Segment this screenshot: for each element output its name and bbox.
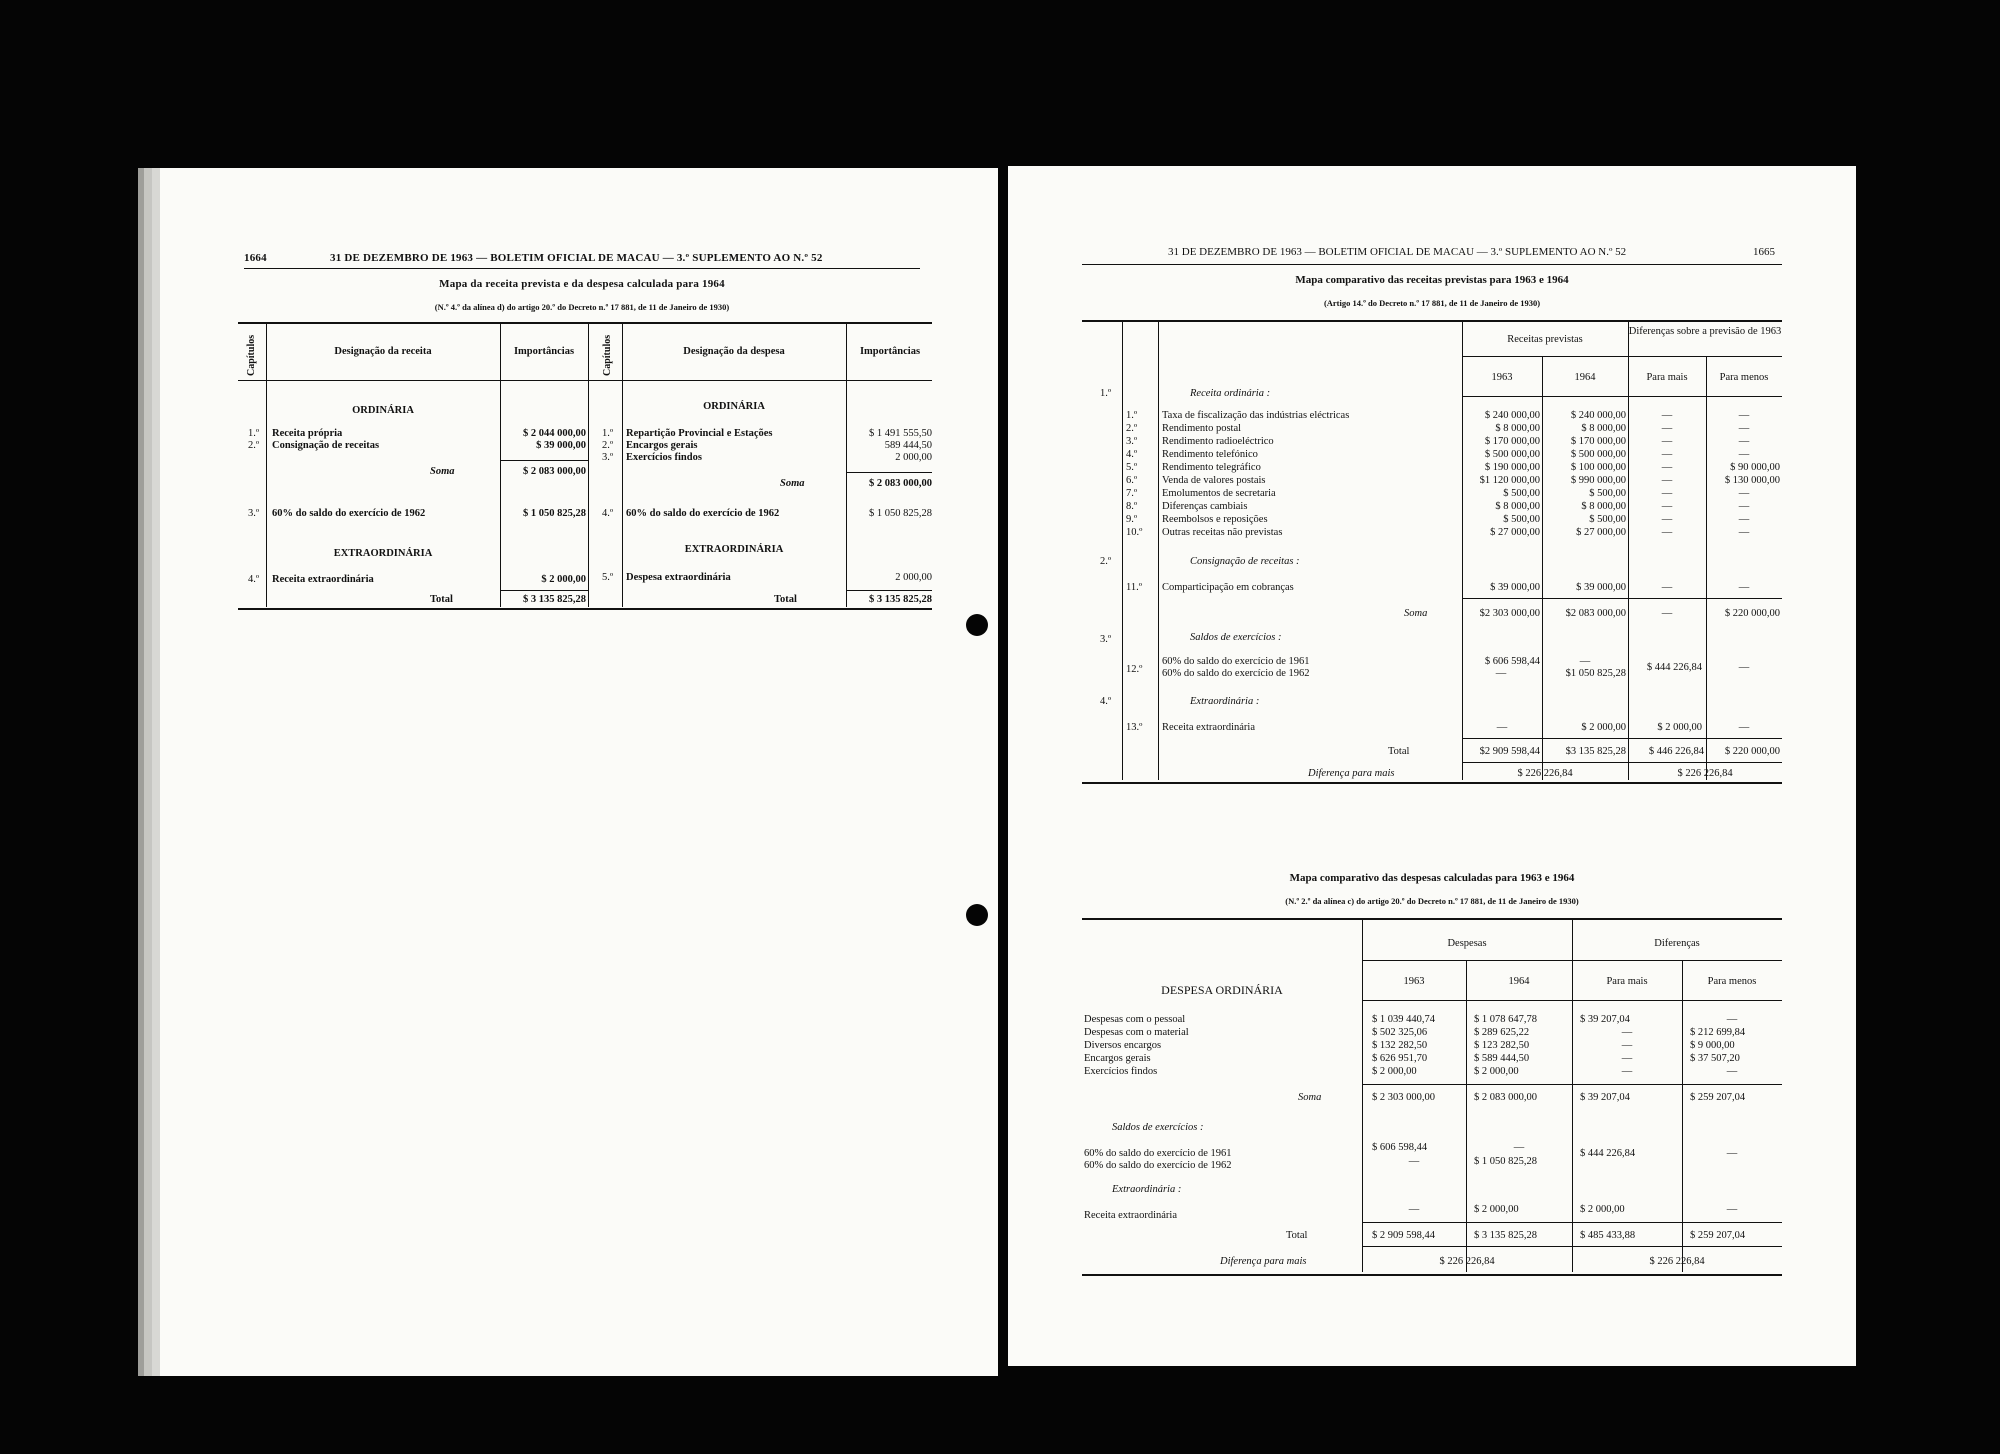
- row-number: 3.º: [1126, 436, 1138, 447]
- rule: [500, 460, 588, 461]
- value-para-menos: —: [1738, 488, 1750, 499]
- section-extraordinaria: EXTRAORDINÁRIA: [684, 544, 784, 555]
- rule: [244, 268, 920, 269]
- row-name: 60% do saldo do exercício de 1961: [1162, 656, 1310, 667]
- col-header-para-menos: Para menos: [1707, 976, 1757, 987]
- despesa-name: Encargos gerais: [626, 440, 698, 451]
- row-number: 8.º: [1126, 501, 1138, 512]
- row-name: Outras receitas não previstas: [1162, 527, 1283, 538]
- rule: [1362, 1000, 1782, 1001]
- total-para-mais: $ 446 226,84: [1648, 746, 1704, 757]
- rule: [500, 590, 588, 591]
- despesa-value: 589 444,50: [884, 440, 932, 451]
- diferenca-diferencas: $ 226 226,84: [1649, 1256, 1705, 1267]
- value-1964: $ 2 000,00: [1474, 1066, 1519, 1077]
- rule: [1362, 1084, 1782, 1085]
- value-para-menos: —: [1738, 582, 1750, 593]
- value-1964: $ 589 444,50: [1474, 1053, 1530, 1064]
- value-1964: $ 27 000,00: [1576, 527, 1626, 538]
- col-header-despesa: Designação da despesa: [683, 346, 785, 357]
- despesa-name: 60% do saldo do exercício de 1962: [626, 508, 780, 519]
- col-line: [1466, 960, 1467, 1272]
- value-1964: $ 500 000,00: [1570, 449, 1626, 460]
- value-1964: $ 240 000,00: [1570, 410, 1626, 421]
- despesa-total: $ 3 135 825,28: [869, 594, 932, 605]
- soma-label: Soma: [1404, 608, 1428, 619]
- value-para-mais: —: [1661, 527, 1673, 538]
- col-header-diferencas: Diferenças sobre a previsão de 1963: [1628, 326, 1782, 337]
- row-name: Comparticipação em cobranças: [1162, 582, 1294, 593]
- cap-number: 3.º: [602, 452, 614, 463]
- col-header-para-menos: Para menos: [1719, 372, 1769, 383]
- value-1963: —: [1495, 668, 1507, 679]
- saldos-label: Saldos de exercícios :: [1112, 1122, 1204, 1133]
- cap-number: 4.º: [248, 574, 260, 585]
- value-para-mais: —: [1661, 410, 1673, 421]
- row-number: 5.º: [1126, 462, 1138, 473]
- value-1963: $ 170 000,00: [1484, 436, 1540, 447]
- col-line: [622, 323, 623, 607]
- group-number: 2.º: [1100, 556, 1112, 567]
- cap-number: 2.º: [248, 440, 260, 451]
- row-name: 60% do saldo do exercício de 1961: [1084, 1148, 1232, 1159]
- value-para-mais: —: [1621, 1040, 1633, 1051]
- row-name: Diferenças cambiais: [1162, 501, 1248, 512]
- right-page: [1008, 166, 1856, 1366]
- value-1964: $ 170 000,00: [1570, 436, 1626, 447]
- col-line: [1362, 920, 1363, 1272]
- col-line: [1628, 322, 1629, 780]
- row-name: Exercícios findos: [1084, 1066, 1158, 1077]
- soma-1963: $ 2 303 000,00: [1372, 1092, 1435, 1103]
- value-1964: $ 500,00: [1589, 514, 1626, 525]
- value-para-mais: —: [1661, 501, 1673, 512]
- value-1964: $ 39 000,00: [1576, 582, 1626, 593]
- row-number: 1.º: [1126, 410, 1138, 421]
- value-1963: $ 606 598,44: [1484, 656, 1540, 667]
- rule: [1082, 1274, 1782, 1276]
- receita-value: $ 2 044 000,00: [523, 428, 586, 439]
- binder-hole: [966, 904, 988, 926]
- table1-subtitle: (Artigo 14.º do Decreto n.º 17 881, de 11 de Janeiro de 1930): [1323, 298, 1541, 308]
- receita-name: Receita própria: [272, 428, 343, 439]
- value-para-menos: —: [1738, 514, 1750, 525]
- col-line: [1682, 960, 1683, 1272]
- value-1963: $ 2 000,00: [1372, 1066, 1417, 1077]
- col-header-para-mais: Para mais: [1646, 372, 1688, 383]
- group-label: Extraordinária :: [1190, 696, 1260, 707]
- value-1964: $ 500,00: [1589, 488, 1626, 499]
- value-1964: $ 990 000,00: [1570, 475, 1626, 486]
- group-number: 1.º: [1100, 388, 1112, 399]
- rule: [238, 608, 932, 610]
- value-para-mais: —: [1621, 1066, 1633, 1077]
- value-1963: $ 240 000,00: [1484, 410, 1540, 421]
- rule: [1082, 320, 1782, 322]
- row-name: Rendimento telefónico: [1162, 449, 1258, 460]
- total-label: Total: [1286, 1230, 1308, 1241]
- col-header-1964: 1964: [1574, 372, 1596, 383]
- despesa-value: 2 000,00: [895, 452, 932, 463]
- col-header-diferencas: Diferenças: [1654, 938, 1700, 949]
- total-label: Total: [774, 594, 797, 605]
- col-line: [1572, 920, 1573, 1272]
- total-para-menos: $ 220 000,00: [1724, 746, 1780, 757]
- diferenca-label: Diferença para mais: [1308, 768, 1395, 779]
- col-header-receitas-previstas: Receitas previstas: [1507, 334, 1583, 345]
- soma-para-mais: $ 39 207,04: [1580, 1092, 1630, 1103]
- total-para-menos: $ 259 207,04: [1690, 1230, 1746, 1241]
- value-para-menos: —: [1738, 436, 1750, 447]
- col-header-1964: 1964: [1508, 976, 1530, 987]
- row-name: Encargos gerais: [1084, 1053, 1151, 1064]
- soma-para-mais: —: [1661, 608, 1673, 619]
- section-ordinaria: ORDINÁRIA: [352, 405, 414, 416]
- value-1964: $ 2 000,00: [1474, 1204, 1519, 1215]
- rule: [1462, 762, 1782, 763]
- value-1963: $ 39 000,00: [1490, 582, 1540, 593]
- value-1964: —: [1579, 656, 1591, 667]
- rule: [1462, 396, 1782, 397]
- page-header: 31 DE DEZEMBRO DE 1963 — BOLETIM OFICIAL DE MACAU — 3.º SUPLEMENTO AO N.º 52: [1168, 246, 1627, 258]
- row-name: Despesas com o material: [1084, 1027, 1189, 1038]
- soma-label: Soma: [430, 466, 455, 477]
- col-line: [1122, 322, 1123, 780]
- value-para-menos: —: [1738, 423, 1750, 434]
- table1-title: Mapa comparativo das receitas previstas para 1963 e 1964: [1295, 274, 1569, 286]
- soma-label: Soma: [780, 478, 805, 489]
- col-line: [500, 323, 501, 607]
- row-name: Receita extraordinária: [1162, 722, 1255, 733]
- value-para-mais: $ 444 226,84: [1580, 1148, 1636, 1159]
- value-para-menos: —: [1738, 501, 1750, 512]
- row-name: Reembolsos e reposições: [1162, 514, 1268, 525]
- value-1963: $ 1 039 440,74: [1372, 1014, 1435, 1025]
- value-1964: $ 2 000,00: [1581, 722, 1626, 733]
- row-name: Venda de valores postais: [1162, 475, 1266, 486]
- value-para-mais: —: [1661, 514, 1673, 525]
- col-header-capitulos: Capítulos: [602, 334, 613, 376]
- col-header-importancias: Importâncias: [513, 346, 575, 357]
- rule: [1362, 1222, 1782, 1223]
- value-1963: —: [1496, 722, 1508, 733]
- total-1963: $2 909 598,44: [1479, 746, 1540, 757]
- page-header: 31 DE DEZEMBRO DE 1963 — BOLETIM OFICIAL DE MACAU — 3.º SUPLEMENTO AO N.º 52: [330, 252, 823, 264]
- value-1963: $ 132 282,50: [1372, 1040, 1428, 1051]
- row-name: Rendimento postal: [1162, 423, 1242, 434]
- value-para-mais: —: [1661, 475, 1673, 486]
- value-para-menos: $ 37 507,20: [1690, 1053, 1740, 1064]
- col-header-para-mais: Para mais: [1606, 976, 1648, 987]
- soma-label: Soma: [1298, 1092, 1322, 1103]
- receita-value: $ 1 050 825,28: [523, 508, 586, 519]
- value-para-mais: —: [1621, 1053, 1633, 1064]
- soma-para-menos: $ 220 000,00: [1724, 608, 1780, 619]
- group-number: 4.º: [1100, 696, 1112, 707]
- value-para-mais: —: [1661, 488, 1673, 499]
- receita-soma: $ 2 083 000,00: [523, 466, 586, 477]
- value-para-menos: —: [1726, 1066, 1738, 1077]
- value-para-menos: —: [1726, 1148, 1738, 1159]
- table-title: Mapa da receita prevista e da despesa calculada para 1964: [439, 278, 725, 290]
- rule: [1462, 598, 1782, 599]
- value-1963: $ 190 000,00: [1484, 462, 1540, 473]
- group-label: Saldos de exercícios :: [1190, 632, 1282, 643]
- value-1964: $ 123 282,50: [1474, 1040, 1530, 1051]
- group-label: Consignação de receitas :: [1190, 556, 1300, 567]
- rule: [1082, 918, 1782, 920]
- value-1964: $ 289 625,22: [1474, 1027, 1530, 1038]
- value-para-menos: —: [1726, 1204, 1738, 1215]
- cap-number: 2.º: [602, 440, 614, 451]
- receita-value: $ 2 000,00: [541, 574, 586, 585]
- value-1963: $ 626 951,70: [1372, 1053, 1428, 1064]
- rule: [1462, 356, 1782, 357]
- despesa-soma: $ 2 083 000,00: [869, 478, 932, 489]
- value-1963: $1 120 000,00: [1479, 475, 1540, 486]
- col-line: [266, 323, 267, 607]
- value-para-menos: —: [1726, 1014, 1738, 1025]
- value-1964: $ 1 078 647,78: [1474, 1014, 1537, 1025]
- row-name: Diversos encargos: [1084, 1040, 1162, 1051]
- cap-number: 1.º: [602, 428, 614, 439]
- col-line: [1158, 322, 1159, 780]
- col-line: [1462, 322, 1463, 780]
- rule: [238, 322, 932, 324]
- value-para-mais: $ 444 226,84: [1646, 662, 1702, 673]
- row-number: 13.º: [1126, 722, 1143, 733]
- value-para-mais: $ 39 207,04: [1580, 1014, 1630, 1025]
- total-para-mais: $ 485 433,88: [1580, 1230, 1636, 1241]
- value-para-mais: —: [1661, 582, 1673, 593]
- value-1964: $ 8 000,00: [1581, 501, 1626, 512]
- table-subtitle: (N.º 4.º da alínea d) do artigo 20.º do Decreto n.º 17 881, de 11 de Janeiro de 1930): [434, 302, 730, 312]
- soma-1964: $2 083 000,00: [1565, 608, 1626, 619]
- left-page: [160, 168, 998, 1376]
- total-label: Total: [1388, 746, 1410, 757]
- col-header-receita: Designação da receita: [334, 346, 432, 357]
- value-para-mais: —: [1661, 423, 1673, 434]
- row-number: 9.º: [1126, 514, 1138, 525]
- row-name: Emolumentos de secretaria: [1162, 488, 1276, 499]
- total-1963: $ 2 909 598,44: [1372, 1230, 1435, 1241]
- row-number: 6.º: [1126, 475, 1138, 486]
- row-number: 7.º: [1126, 488, 1138, 499]
- value-para-menos: $ 90 000,00: [1730, 462, 1780, 473]
- despesa-value: $ 1 050 825,28: [869, 508, 932, 519]
- despesa-value: $ 1 491 555,50: [869, 428, 932, 439]
- diferenca-diferencas: $ 226 226,84: [1677, 768, 1733, 779]
- value-para-menos: —: [1738, 527, 1750, 538]
- value-1964: $1 050 825,28: [1565, 668, 1626, 679]
- page-number: 1665: [1753, 246, 1775, 258]
- section-extraordinaria: EXTRAORDINÁRIA: [333, 548, 433, 559]
- total-1964: $3 135 825,28: [1565, 746, 1626, 757]
- receita-name: Consignação de receitas: [272, 440, 380, 451]
- value-1964: —: [1513, 1142, 1525, 1153]
- diferenca-receitas: $ 226 226,84: [1517, 768, 1573, 779]
- row-name: Rendimento radioeléctrico: [1162, 436, 1274, 447]
- row-name: Rendimento telegráfico: [1162, 462, 1261, 473]
- rule: [238, 380, 932, 381]
- row-number: 4.º: [1126, 449, 1138, 460]
- cap-number: 3.º: [248, 508, 260, 519]
- total-label: Total: [430, 594, 453, 605]
- despesa-value: 2 000,00: [895, 572, 932, 583]
- col-header-1963: 1963: [1403, 976, 1425, 987]
- page-number: 1664: [244, 252, 267, 264]
- col-header-importancias: Importâncias: [859, 346, 921, 357]
- receita-name: 60% do saldo do exercício de 1962: [272, 508, 426, 519]
- row-number: 12.º: [1126, 664, 1143, 675]
- value-para-menos: —: [1738, 722, 1750, 733]
- value-para-mais: $ 2 000,00: [1580, 1204, 1625, 1215]
- soma-1963: $2 303 000,00: [1479, 608, 1540, 619]
- row-name: Taxa de fiscalização das indústrias eléctricas: [1162, 410, 1350, 421]
- despesa-name: Despesa extraordinária: [626, 572, 731, 583]
- value-1963: $ 606 598,44: [1372, 1142, 1428, 1153]
- value-para-menos: $ 212 699,84: [1690, 1027, 1746, 1038]
- cap-number: 5.º: [602, 572, 614, 583]
- value-1963: —: [1408, 1156, 1420, 1167]
- rule: [846, 472, 932, 473]
- rule: [1362, 1246, 1782, 1247]
- value-para-mais: —: [1621, 1027, 1633, 1038]
- value-1964: $ 100 000,00: [1570, 462, 1626, 473]
- value-1963: $ 500,00: [1503, 488, 1540, 499]
- group-label: Receita ordinária :: [1190, 388, 1271, 399]
- value-1963: $ 27 000,00: [1490, 527, 1540, 538]
- value-para-mais: —: [1661, 449, 1673, 460]
- section-ordinaria: ORDINÁRIA: [703, 401, 765, 412]
- row-name: 60% do saldo do exercício de 1962: [1084, 1160, 1232, 1171]
- soma-1964: $ 2 083 000,00: [1474, 1092, 1537, 1103]
- group-number: 3.º: [1100, 634, 1112, 645]
- receita-total: $ 3 135 825,28: [523, 594, 586, 605]
- value-1963: $ 500 000,00: [1484, 449, 1540, 460]
- cap-number: 1.º: [248, 428, 260, 439]
- table2-subtitle: (N.º 2.º da alínea c) do artigo 20.º do Decreto n.º 17 881, de 11 de Janeiro de 1930): [1285, 896, 1579, 906]
- col-header-1963: 1963: [1491, 372, 1513, 383]
- value-1963: $ 8 000,00: [1495, 501, 1540, 512]
- rule: [1362, 960, 1782, 961]
- receita-name: Receita extraordinária: [272, 574, 374, 585]
- value-1963: $ 500,00: [1503, 514, 1540, 525]
- row-name: Despesas com o pessoal: [1084, 1014, 1186, 1025]
- value-para-menos: —: [1738, 662, 1750, 673]
- value-1963: —: [1408, 1204, 1420, 1215]
- total-1964: $ 3 135 825,28: [1474, 1230, 1537, 1241]
- value-para-menos: $ 130 000,00: [1724, 475, 1780, 486]
- rule: [846, 590, 932, 591]
- row-name: Receita extraordinária: [1084, 1210, 1177, 1221]
- row-number: 11.º: [1126, 582, 1142, 593]
- value-para-mais: —: [1661, 436, 1673, 447]
- despesa-name: Exercícios findos: [626, 452, 702, 463]
- value-1963: $ 8 000,00: [1495, 423, 1540, 434]
- rule: [1082, 782, 1782, 784]
- receita-value: $ 39 000,00: [536, 440, 586, 451]
- value-1964: $ 1 050 825,28: [1474, 1156, 1537, 1167]
- diferenca-despesas: $ 226 226,84: [1439, 1256, 1495, 1267]
- value-1964: $ 8 000,00: [1581, 423, 1626, 434]
- value-para-menos: $ 9 000,00: [1690, 1040, 1735, 1051]
- diferenca-label: Diferença para mais: [1220, 1256, 1307, 1267]
- col-header-capitulos: Capítulos: [246, 334, 257, 376]
- value-1963: $ 502 325,06: [1372, 1027, 1428, 1038]
- section-despesa-ordinaria: DESPESA ORDINÁRIA: [1161, 983, 1283, 997]
- soma-para-menos: $ 259 207,04: [1690, 1092, 1746, 1103]
- extra-label: Extraordinária :: [1112, 1184, 1182, 1195]
- binder-hole: [966, 614, 988, 636]
- cap-number: 4.º: [602, 508, 614, 519]
- col-header-despesas: Despesas: [1447, 938, 1487, 949]
- row-name: 60% do saldo do exercício de 1962: [1162, 668, 1310, 679]
- value-para-mais: —: [1661, 462, 1673, 473]
- row-number: 10.º: [1126, 527, 1143, 538]
- despesa-name: Repartição Provincial e Estações: [626, 428, 773, 439]
- rule: [1082, 264, 1782, 265]
- col-line: [588, 323, 589, 607]
- value-para-menos: —: [1738, 449, 1750, 460]
- value-para-menos: —: [1738, 410, 1750, 421]
- rule: [1462, 738, 1782, 739]
- value-para-mais: $ 2 000,00: [1657, 722, 1702, 733]
- row-number: 2.º: [1126, 423, 1138, 434]
- table2-title: Mapa comparativo das despesas calculadas para 1963 e 1964: [1289, 872, 1575, 884]
- col-line: [846, 323, 847, 607]
